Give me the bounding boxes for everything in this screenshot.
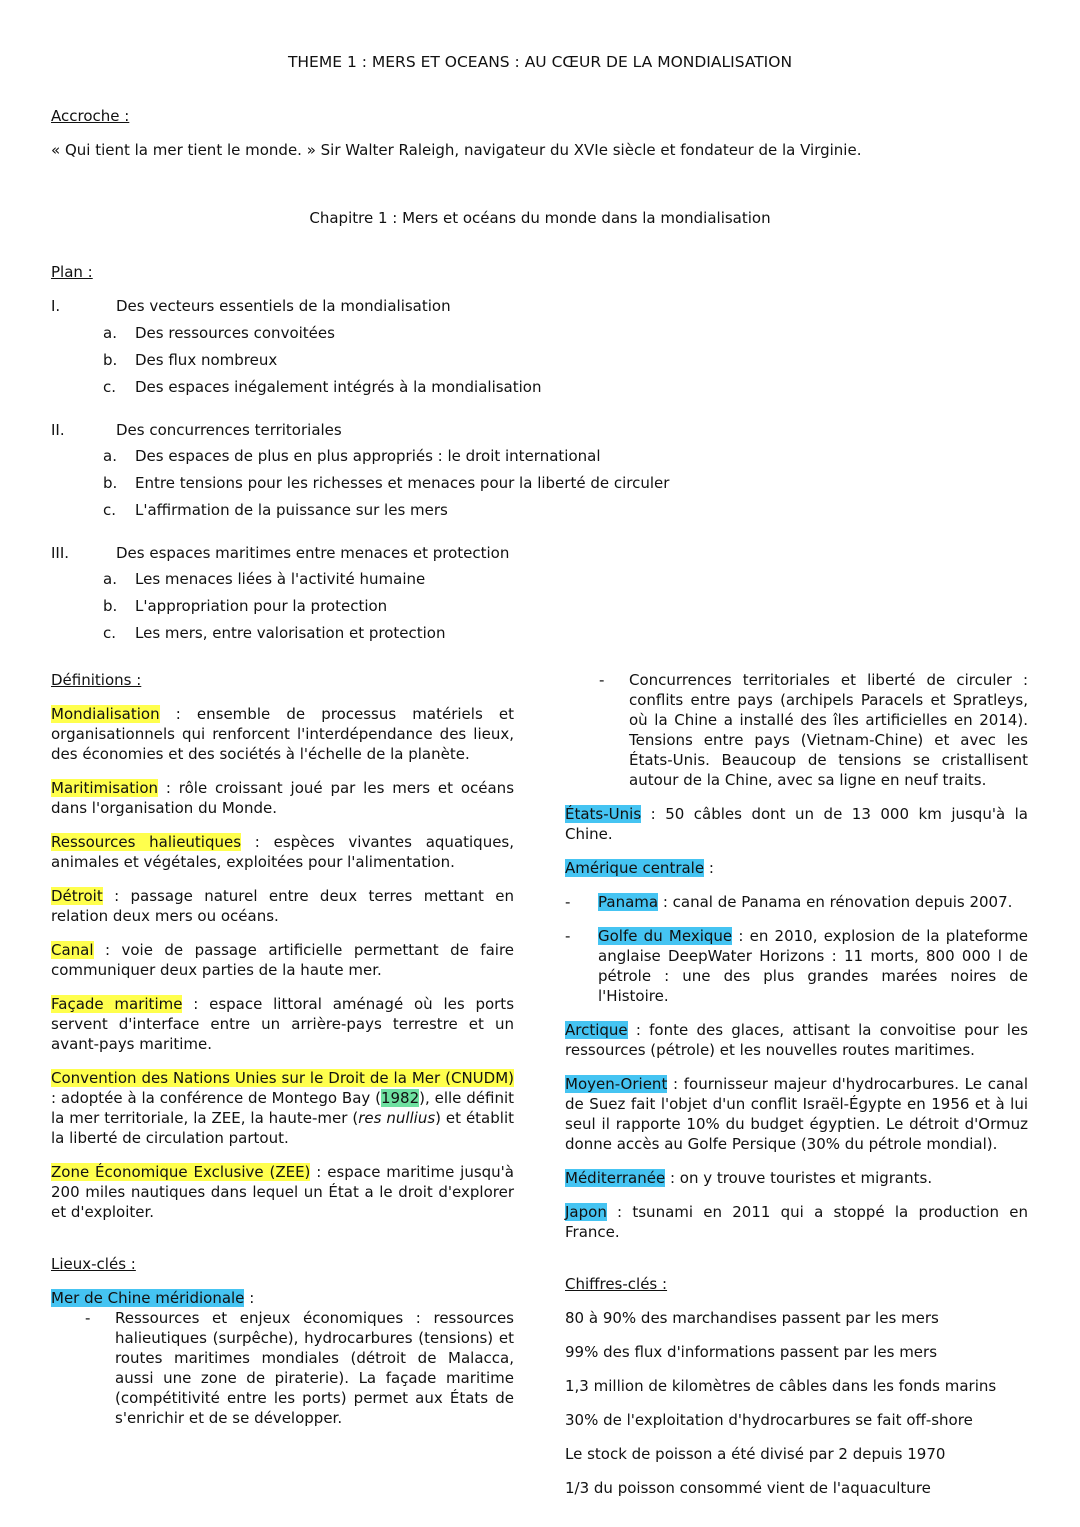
- definition-text: espace littoral aménagé où les ports servent d'interface entre un arrière-pays terrestre et un avant-pays maritime.: [51, 995, 515, 1053]
- plan-subsection: [103, 350, 277, 370]
- place-separator: :: [244, 1289, 255, 1307]
- definition-item: [51, 704, 514, 764]
- definition-separator: :: [310, 1163, 328, 1181]
- plan-subsection: [103, 623, 445, 643]
- definition-text: espèces vivantes aquatiques, animales et végétales, exploitées pour l'alimentation.: [51, 833, 515, 871]
- key-figure: 1/3 du poisson consommé vient de l'aquaculture: [565, 1479, 931, 1497]
- definition-item: [51, 886, 514, 926]
- key-figure: 1,3 million de kilomètres de câbles dans les fonds marins: [565, 1377, 997, 1395]
- plan-subsection-letter: b.: [103, 597, 118, 615]
- definition-term: Maritimisation: [51, 779, 159, 797]
- lieux-label: Lieux-clés :: [51, 1255, 136, 1273]
- definition-text: ensemble de processus matériels et organisationnels qui renforcent l'interdépendance des lieux, des économies et des sociétés à l'échelle de la planète.: [51, 705, 514, 763]
- definition-separator: :: [93, 941, 122, 959]
- definition-separator: :: [241, 833, 274, 851]
- place-japon: [565, 1202, 1028, 1242]
- bullet-text: Concurrences territoriales et liberté de circuler : conflits entre pays (archipels Paracels et Spratleys, où la Chine a installé des îles artificielles en 2014). Tensions entre pays (Vietnam-Chine) et avec les États-Unis. Beaucoup de tensions se cristallisent autour de la Chine, avec sa ligne en neuf traits.: [629, 671, 1028, 789]
- place-separator: :: [667, 1075, 684, 1093]
- definition-term: Détroit: [51, 887, 103, 905]
- plan-subsection: [103, 569, 425, 589]
- key-figure: 80 à 90% des marchandises passent par les mers: [565, 1309, 939, 1327]
- plan-subsection-text: Entre tensions pour les richesses et menaces pour la liberté de circuler: [135, 474, 670, 492]
- bullet-item: [565, 892, 1028, 912]
- left-column: [51, 670, 514, 1442]
- plan-subsection: [103, 596, 387, 616]
- bullet-text: Ressources et enjeux économiques : ressources halieutiques (surpêche), hydrocarbures (tensions) et routes maritimes mondiales (détroit de Malacca, aussi une zone de piraterie). La façade maritime (compétitivité entre les ports) permet aux États de s'enrichir et de se développer.: [115, 1309, 514, 1427]
- plan-subsection-letter: a.: [103, 324, 117, 342]
- bullet-dash: -: [85, 1309, 91, 1327]
- place-text: 50 câbles dont un de 13 000 km jusqu'à la Chine.: [565, 805, 1029, 843]
- definition-term: Ressources halieutiques: [51, 833, 242, 851]
- place-term: Moyen-Orient: [565, 1075, 668, 1093]
- plan-subsection-letter: b.: [103, 351, 118, 369]
- right-column: [565, 670, 1028, 1512]
- place-term: Panama: [598, 893, 659, 911]
- plan-subsection: [103, 500, 448, 520]
- plan-subsection: [103, 323, 335, 343]
- definition-cnudm: [51, 1068, 514, 1148]
- definition-text: ) et établit la liberté de circulation partout.: [51, 1109, 514, 1147]
- place-separator: :: [627, 1021, 650, 1039]
- place-text: on y trouve touristes et migrants.: [679, 1169, 933, 1187]
- plan-label: Plan :: [51, 263, 93, 281]
- place-separator: :: [606, 1203, 633, 1221]
- definition-term: Façade maritime: [51, 995, 183, 1013]
- place-separator: :: [641, 805, 666, 823]
- key-figure: 99% des flux d'informations passent par les mers: [565, 1343, 938, 1361]
- place-chine: [51, 1288, 514, 1308]
- place-term: Japon: [565, 1203, 607, 1221]
- bullet-dash: -: [599, 671, 605, 689]
- year-highlight: 1982: [380, 1089, 420, 1107]
- accroche-quote: « Qui tient la mer tient le monde. » Sir Walter Raleigh, navigateur du XVIe siècle et fondateur de la Virginie.: [51, 141, 862, 159]
- plan-section-number: II.: [51, 421, 65, 439]
- place-mediterranee: [565, 1168, 1028, 1188]
- bullet-item: [565, 670, 1028, 790]
- definition-item: [51, 778, 514, 818]
- plan-subsection: [103, 446, 601, 466]
- latin-term: res nullius: [358, 1109, 436, 1127]
- plan-subsection-letter: a.: [103, 447, 117, 465]
- definition-text: rôle croissant joué par les mers et océans dans l'organisation du Monde.: [51, 779, 515, 817]
- plan-subsection-text: L'appropriation pour la protection: [135, 597, 388, 615]
- place-term: Amérique centrale: [565, 859, 705, 877]
- place-separator: :: [665, 1169, 680, 1187]
- definition-text: : adoptée à la conférence de Montego Bay (: [51, 1089, 381, 1107]
- plan-subsection-letter: c.: [103, 501, 117, 519]
- definitions-label: Définitions :: [51, 671, 142, 689]
- plan-section-title: Des concurrences territoriales: [116, 421, 342, 439]
- plan-subsection-text: Des ressources convoitées: [135, 324, 335, 342]
- place-text: fonte des glaces, attisant la convoitise pour les ressources (pétrole) et les nouvelles routes maritimes.: [565, 1021, 1028, 1059]
- place-text: fournisseur majeur d'hydrocarbures. Le canal de Suez fait l'objet d'un conflit Israël-Égypte en 1956 et à lui seul il rapporte 10% du budget égyptien. Le détroit d'Ormuz donne accès au Golfe Persique (30% du pétrole mondial).: [565, 1075, 1028, 1153]
- plan-subsection-text: Les menaces liées à l'activité humaine: [135, 570, 426, 588]
- definition-term: Zone Économique Exclusive (ZEE): [51, 1163, 311, 1181]
- plan-subsection-letter: c.: [103, 378, 117, 396]
- place-term: Mer de Chine méridionale: [51, 1289, 245, 1307]
- plan-section-number: III.: [51, 544, 70, 562]
- definition-term: Convention des Nations Unies sur le Droit de la Mer (CNUDM): [51, 1069, 514, 1087]
- place-text: tsunami en 2011 qui a stoppé la production en France.: [565, 1203, 1028, 1241]
- definition-separator: :: [158, 779, 179, 797]
- place-usa: [565, 804, 1028, 844]
- plan-section-title: Des espaces maritimes entre menaces et protection: [116, 544, 510, 562]
- bullet-text: canal de Panama en rénovation depuis 2007.: [672, 893, 1013, 911]
- definition-item: [51, 940, 514, 980]
- place-separator: :: [704, 859, 714, 877]
- place-term: États-Unis: [565, 805, 642, 823]
- definition-separator: :: [102, 887, 131, 905]
- definition-text: ), elle définit la mer territoriale, la ZEE, la haute-mer (: [51, 1089, 515, 1127]
- plan-subsection-text: Les mers, entre valorisation et protection: [135, 624, 446, 642]
- plan-subsection-text: Des espaces de plus en plus appropriés : le droit international: [135, 447, 601, 465]
- plan-subsection: [103, 377, 541, 397]
- plan-section-number: I.: [51, 297, 61, 315]
- bullet-item: [565, 926, 1028, 1006]
- definition-term: Canal: [51, 941, 94, 959]
- key-figure: 30% de l'exploitation d'hydrocarbures se fait off-shore: [565, 1411, 973, 1429]
- plan-subsection-letter: a.: [103, 570, 117, 588]
- place-separator: :: [732, 927, 750, 945]
- place-separator: :: [658, 893, 673, 911]
- place-term: Arctique: [565, 1021, 628, 1039]
- chiffres-label: Chiffres-clés :: [565, 1275, 668, 1293]
- place-term: Méditerranée: [565, 1169, 666, 1187]
- plan-subsection-letter: c.: [103, 624, 117, 642]
- bullet-text: en 2010, explosion de la plateforme anglaise DeepWater Horizons : 11 morts, 800 000 l de pétrole : une des plus grandes marées noires de l'Histoire.: [598, 927, 1028, 1005]
- definition-text: passage naturel entre deux terres mettant en relation deux mers ou océans.: [51, 887, 514, 925]
- plan-subsection: [103, 473, 669, 493]
- definition-separator: :: [182, 995, 210, 1013]
- definition-text: espace maritime jusqu'à 200 miles nautiques dans lequel un État a le droit d'explorer et d'exploiter.: [51, 1163, 514, 1221]
- key-figure: Le stock de poisson a été divisé par 2 depuis 1970: [565, 1445, 946, 1463]
- accroche-label: Accroche :: [51, 107, 130, 125]
- definition-item: [51, 832, 514, 872]
- place-moyen-orient: [565, 1074, 1028, 1154]
- place-amerique: [565, 858, 1028, 878]
- document-title: THEME 1 : MERS ET OCEANS : AU CŒUR DE LA MONDIALISATION: [287, 53, 793, 71]
- plan-section-title: Des vecteurs essentiels de la mondialisation: [116, 297, 451, 315]
- bullet-dash: -: [565, 927, 571, 945]
- place-arctique: [565, 1020, 1028, 1060]
- plan-subsection-text: L'affirmation de la puissance sur les mers: [135, 501, 448, 519]
- definition-zee: [51, 1162, 514, 1222]
- plan-subsection-letter: b.: [103, 474, 118, 492]
- place-term: Golfe du Mexique: [598, 927, 733, 945]
- definition-term: Mondialisation: [51, 705, 160, 723]
- bullet-dash: -: [565, 893, 571, 911]
- plan-subsection-text: Des flux nombreux: [135, 351, 278, 369]
- definition-text: voie de passage artificielle permettant de faire communiquer deux parties de la haute mer.: [51, 941, 515, 979]
- definition-separator: :: [159, 705, 197, 723]
- definition-item: [51, 994, 514, 1054]
- chapter-title: Chapitre 1 : Mers et océans du monde dans la mondialisation: [309, 209, 771, 227]
- bullet-item: [51, 1308, 514, 1428]
- plan-subsection-text: Des espaces inégalement intégrés à la mondialisation: [135, 378, 542, 396]
